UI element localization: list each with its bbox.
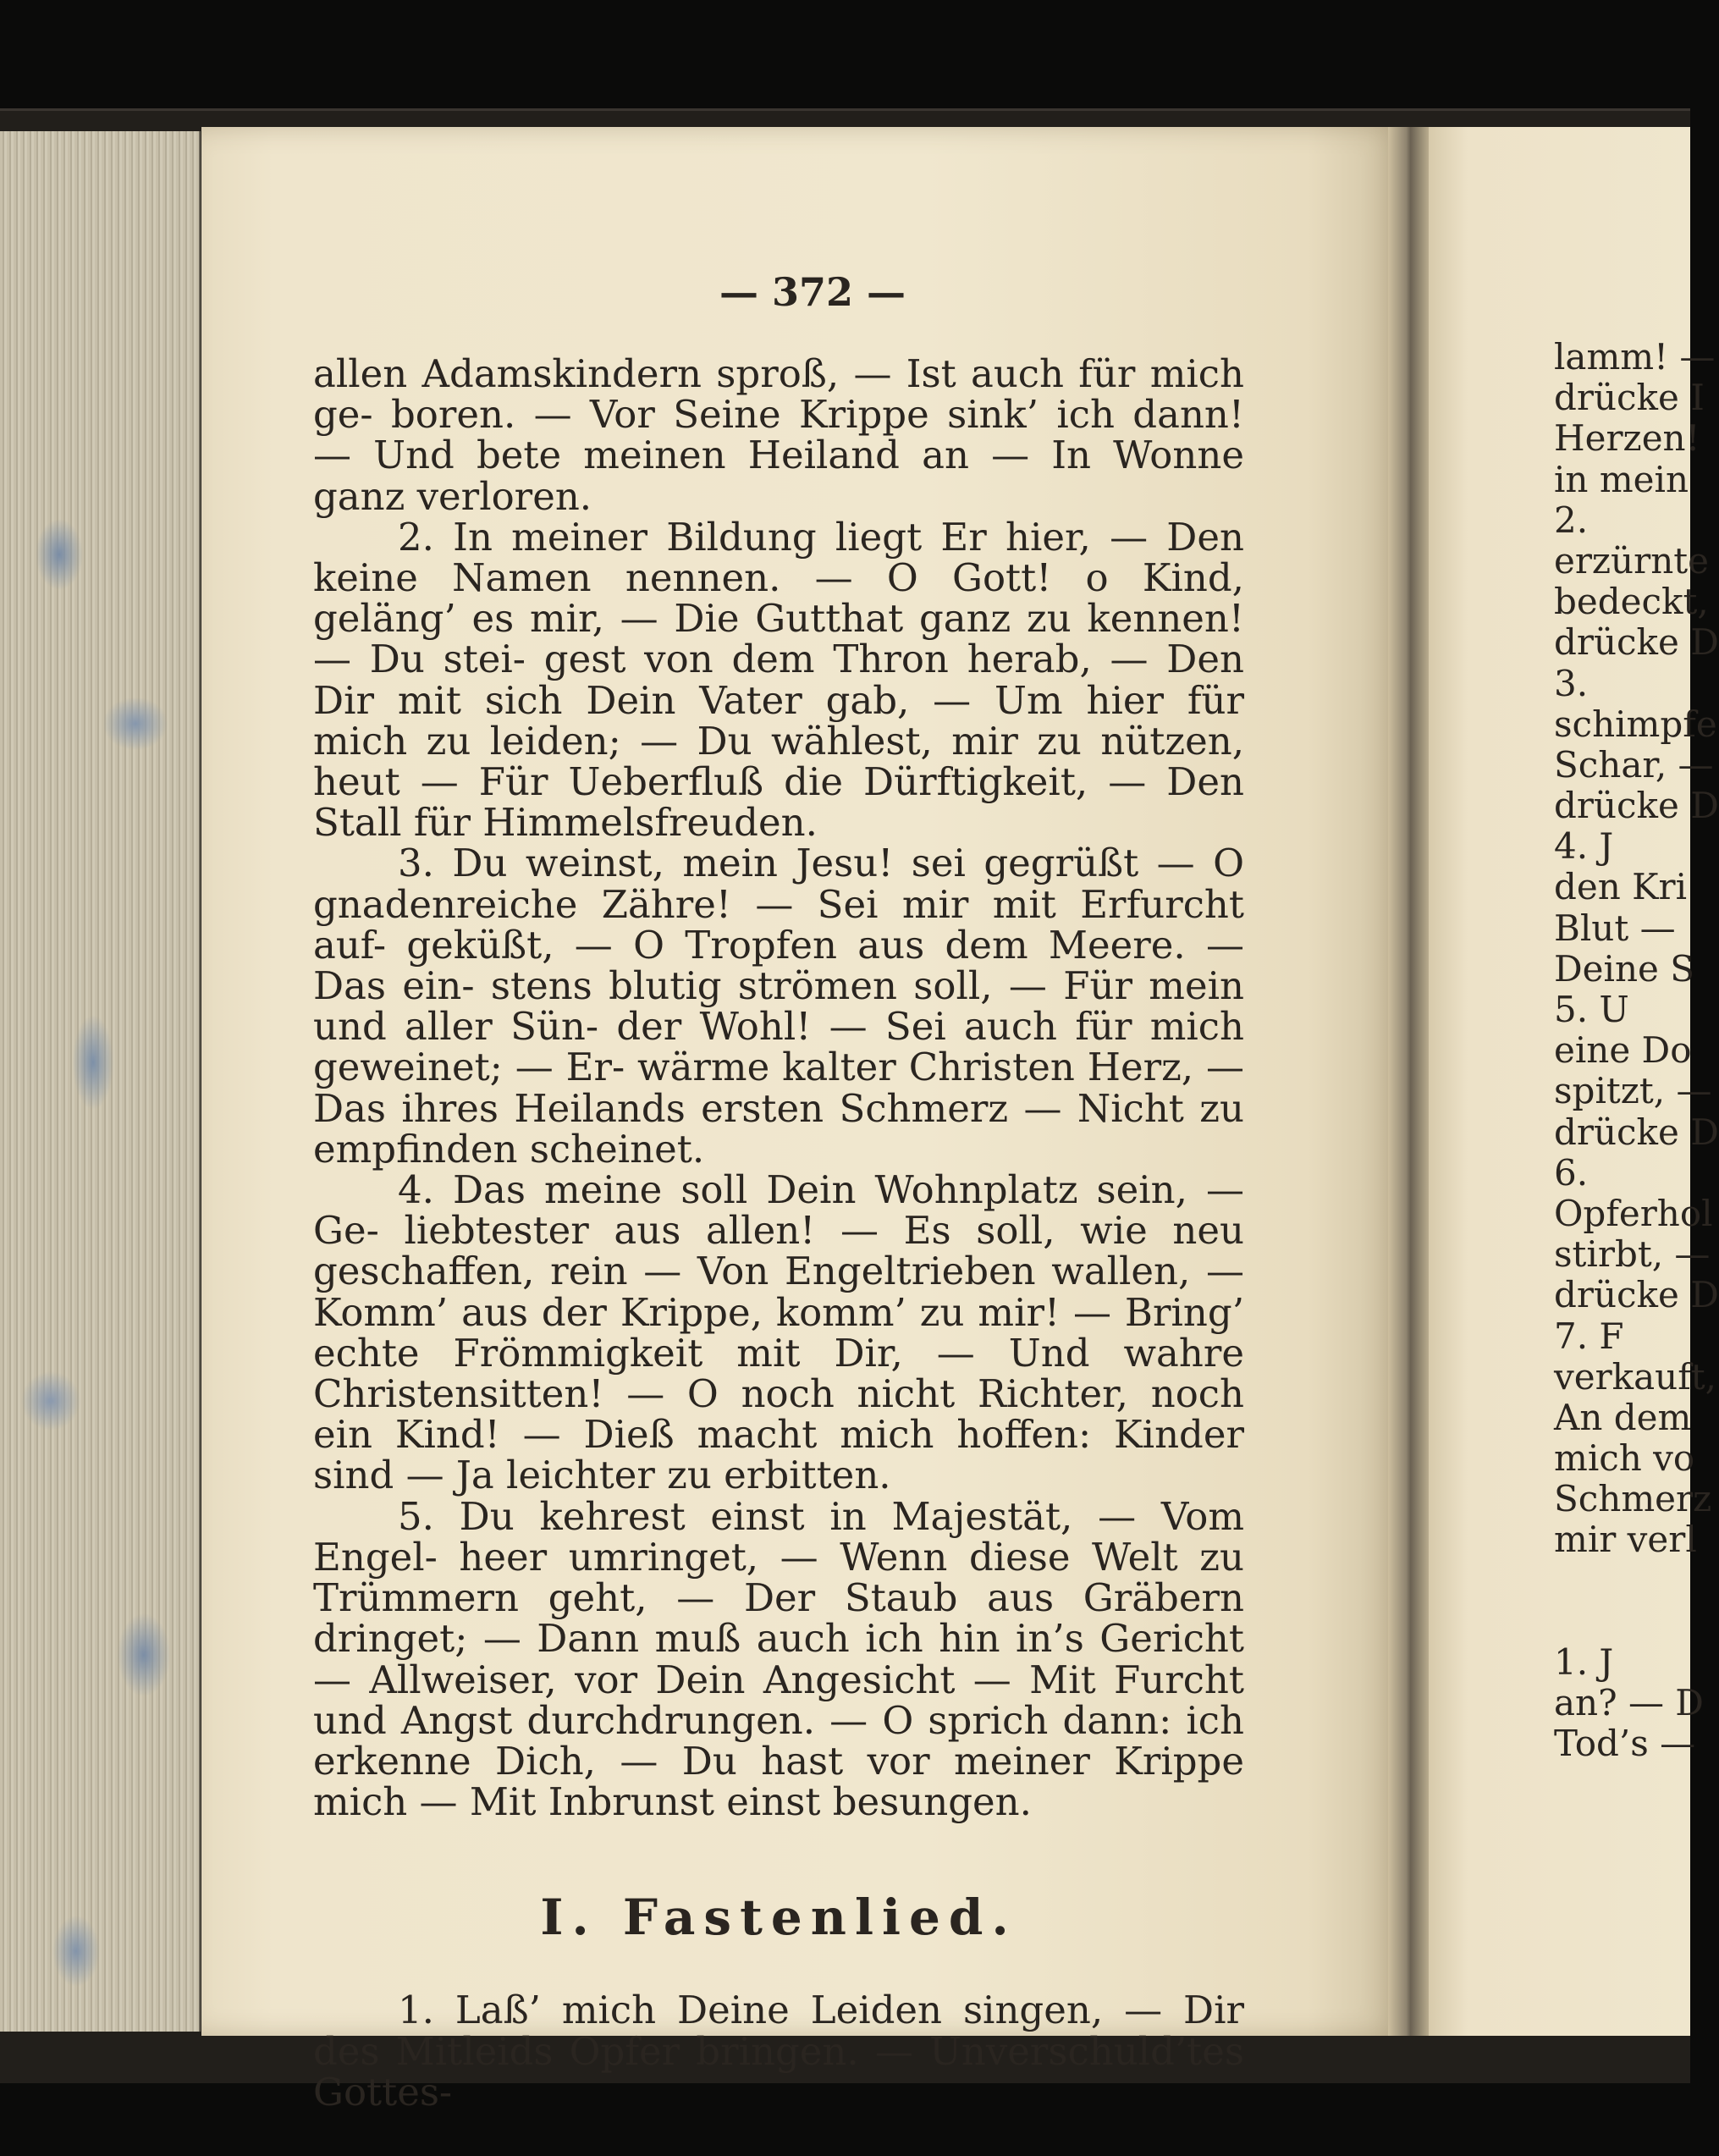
right-page-line: eine Do <box>1554 1029 1692 1072</box>
right-page-line: an? — D <box>1554 1682 1704 1724</box>
right-page-line: drücke D <box>1554 1111 1719 1153</box>
section-title: I. Fastenlied. <box>540 1889 1017 1947</box>
right-page-line: drücke D <box>1554 621 1719 664</box>
right-page-line <box>1554 1602 1690 1642</box>
right-page-line: 7. F <box>1554 1315 1624 1357</box>
right-page-line: 2. <box>1554 499 1589 541</box>
page-fore-edge <box>0 131 201 2032</box>
right-page-line: stirbt, — <box>1554 1233 1711 1276</box>
right-page-line: mich vo <box>1554 1437 1695 1480</box>
right-page-line: Herzen! <box>1554 417 1700 460</box>
verse-paragraph: 3. Du weinst, mein Jesu! sei gegrüßt — O gnadenreiche Zähre! — Sei mir mit Erfurcht auf- geküßt, — O Tropfen aus dem Meere. — Das ein- stens blutig strömen soll, — Für mein und aller Sün- der Wohl! — Sei auch für mich geweinet; — Er- wärme kalter Christen Herz, — Das ihres Heilands ersten Schmerz — Nicht zu empfinden scheinet. <box>313 841 1244 1172</box>
right-page-line: den Kri <box>1554 866 1688 908</box>
right-page-line: Opferhol <box>1554 1192 1713 1234</box>
right-page-line: erzürnte <box>1554 539 1709 582</box>
right-page-line: spitzt, — <box>1554 1070 1712 1112</box>
verse-paragraph: 4. Das meine soll Dein Wohnplatz sein, — Ge- liebtester aus allen! — Es soll, wie neu geschaffen, rein — Von Engeltrieben wallen, — Komm’ aus der Krippe, komm’ zu mir! — Bring’ echte Frömmigkeit mit Dir, — Und wahre Christensitten! — O noch nicht Richter, noch ein Kind! — Dieß macht mich hoffen: Kinder sind — Ja leichter zu erbitten. <box>313 1167 1244 1498</box>
verse-paragraph: allen Adamskindern sproß, — Ist auch für mich ge- boren. — Vor Seine Krippe sink’ ich dann! — Und bete meinen Heiland an — In Wonne ganz verloren. <box>313 351 1244 519</box>
right-page-line: 4. J <box>1554 825 1614 868</box>
right-page-line: An dem <box>1554 1396 1692 1438</box>
page-number: — 372 — <box>719 269 906 315</box>
right-page-line: 5. U <box>1554 989 1629 1030</box>
right-page-line: 6. <box>1554 1151 1589 1194</box>
right-page-line: Deine S <box>1554 947 1694 990</box>
right-page-line: 1. J <box>1554 1641 1614 1683</box>
right-page-text <box>1554 336 1719 1765</box>
right-page-line: Schmerz <box>1554 1478 1712 1520</box>
right-page-line: lamm! — <box>1554 336 1716 378</box>
right-page-line: drücke I <box>1554 377 1705 419</box>
right-page-line: Blut — <box>1554 907 1676 949</box>
right-page-line: verkauft, <box>1554 1355 1716 1398</box>
right-page-line: drücke D <box>1554 1274 1719 1316</box>
right-page-line: Tod’s — <box>1554 1723 1696 1765</box>
right-page-line: in mein <box>1554 458 1689 500</box>
right-page-line: Schar, — <box>1554 743 1714 786</box>
verse-paragraph: 2. In meiner Bildung liegt Er hier, — Den keine Namen nennen. — O Gott! o Kind, geläng’ es mir, — Die Gutthat ganz zu kennen! — Du stei- gest von dem Thron herab, — Den Dir mit sich Dein Vater gab, — Um hier für mich zu leiden; — Du wählest, mir zu nützen, heut — Für Ueberfluß die Dürftigkeit, — Den Stall für Himmelsfreuden. <box>313 514 1244 846</box>
right-page-line: mir verl <box>1554 1519 1697 1561</box>
right-page-line: 3. <box>1554 662 1589 704</box>
right-page-line: bedeckt, <box>1554 581 1709 623</box>
right-page-line: schimpfe <box>1554 703 1717 745</box>
right-page-line: drücke D <box>1554 785 1719 827</box>
right-page-line <box>1554 1561 1690 1602</box>
book-gutter <box>1388 127 1429 2036</box>
verse-paragraph: 5. Du kehrest einst in Majestät, — Vom Engel- heer umringet, — Wenn diese Welt zu Trümmern geht, — Der Staub aus Gräbern dringet; — Dann muß auch ich hin in’s Gericht — Allweiser, vor Dein Angesicht — Mit Furcht und Angst durchdrungen. — O sprich dann: ich erkenne Dich, — Du hast vor meiner Krippe mich — Mit Inbrunst einst besungen. <box>313 1493 1244 1825</box>
verse-paragraph: 1. Laß’ mich Deine Leiden singen, — Dir des Mitleids Opfer bringen. — Unverschuld’tes Gottes- <box>313 1988 1244 2115</box>
left-page-text <box>313 262 1244 2113</box>
